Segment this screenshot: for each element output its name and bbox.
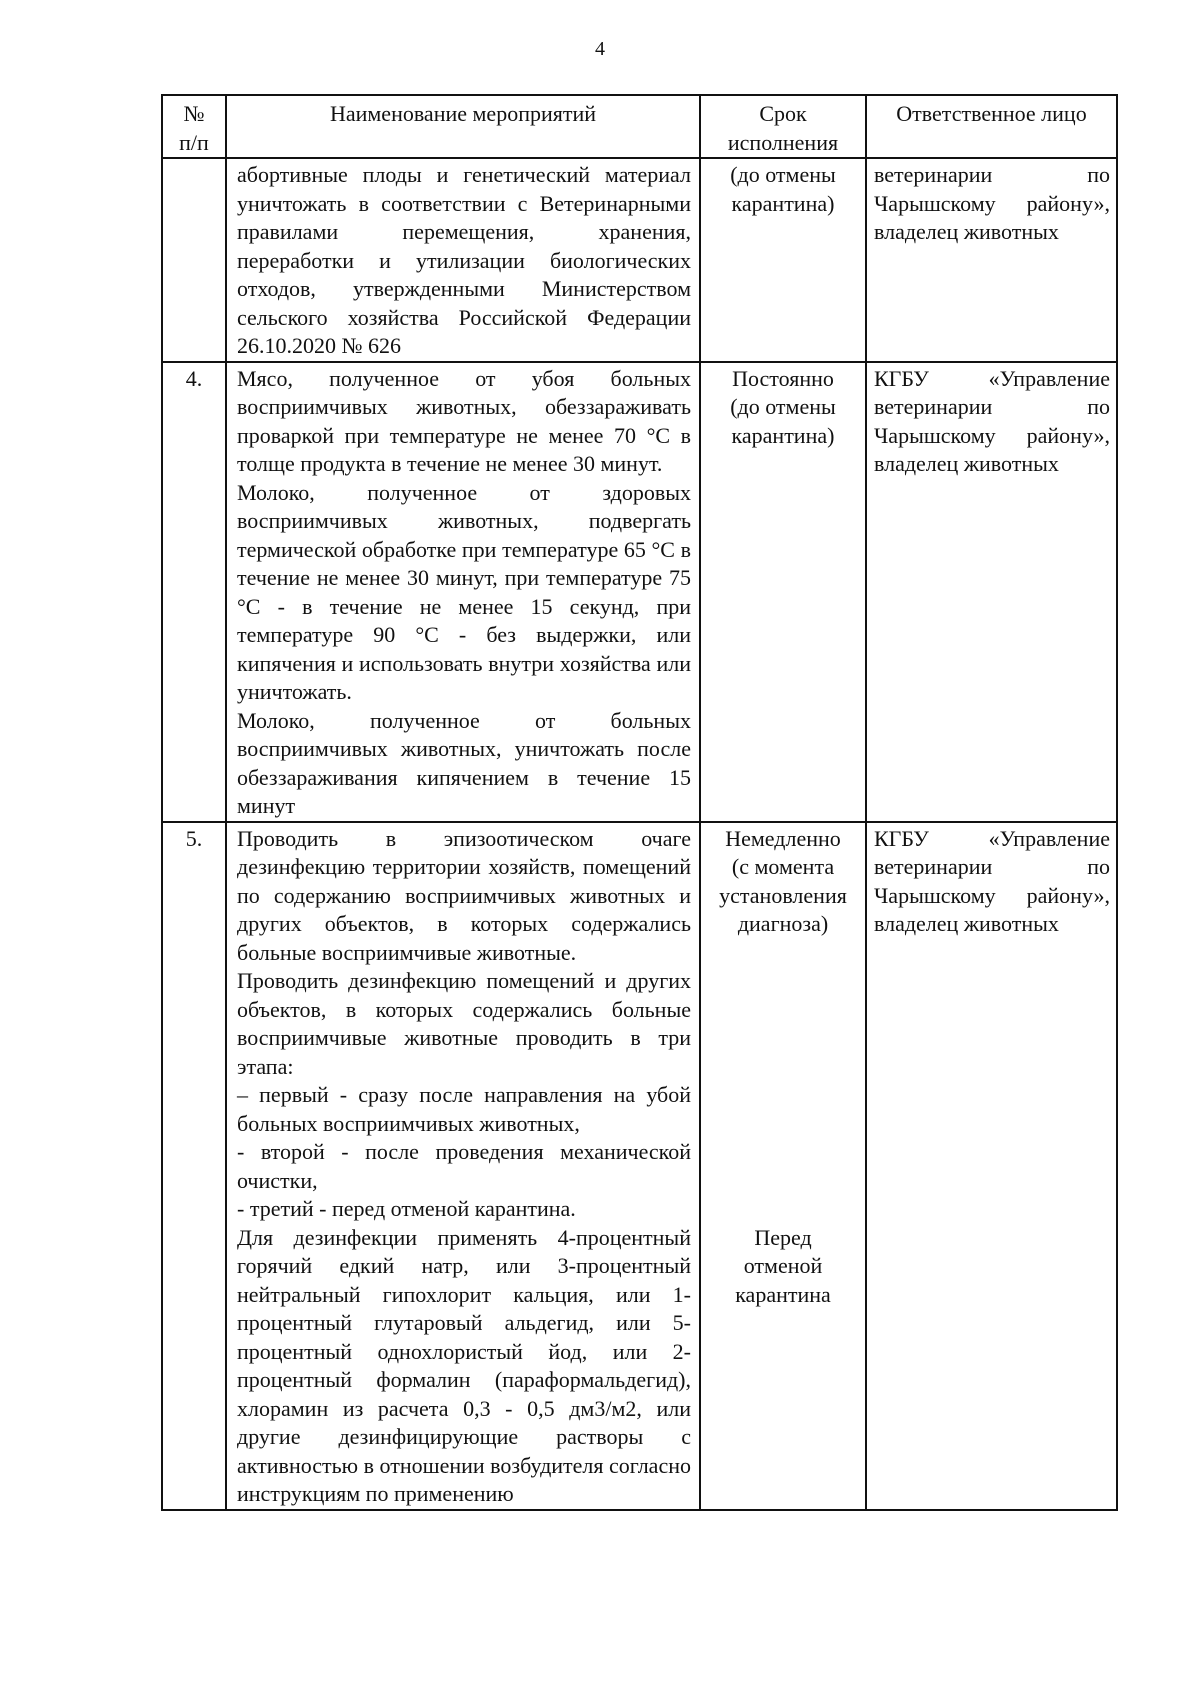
responsible-text: ветеринарии по Чарышскому району», владелец животных [874, 162, 1110, 244]
row-number: 5. [162, 822, 226, 1510]
measure-paragraph: Проводить дезинфекцию помещений и других объектов, в которых содержались больные восприимчивые животные проводить в три этапа: [237, 968, 691, 1079]
header-responsible: Ответственное лицо [866, 95, 1117, 158]
table-header-row [162, 95, 1117, 158]
row-deadline [700, 822, 866, 1510]
deadline-line: диагноза) [737, 911, 829, 936]
row-measure [226, 362, 700, 822]
header-number-line: п/п [179, 129, 209, 155]
page-number: 4 [595, 38, 605, 60]
row-measure [226, 822, 700, 1510]
deadline-line: карантина [735, 1281, 831, 1307]
deadline-line: Постоянно [732, 365, 834, 391]
header-number-line: № [183, 101, 205, 126]
table-row [162, 158, 1117, 362]
measure-paragraph: - второй - после проведения механической очистки, [237, 1139, 691, 1193]
deadline-line: отменой [743, 1253, 823, 1278]
measure-paragraph: - третий - перед отменой карантина. [237, 1196, 576, 1221]
responsible-text: КГБУ «Управление ветеринарии по Чарышскому району», владелец животных [874, 365, 1110, 476]
measure-paragraph: Для дезинфекции применять 4-процентный горячий едкий натр, или 3-процентный нейтральный гипохлорит кальция, или 1-процентный глутаровый альдегид, или 5-процентный однохлористый йод, или 2-процентный формалин (параформальдегид), хлорамин из расчета 0,3 - 0,5 дм3/м2, или другие дезинфицирующие растворы с активностью в отношении возбудителя согласно инструкциям по применению [237, 1224, 691, 1506]
deadline-line: (до отмены [730, 394, 836, 419]
row-deadline [700, 158, 866, 362]
measure-paragraph: Мясо, полученное от убоя больных восприимчивых животных, обеззараживать проваркой при температуре не менее 70 °С в толще продукта в течение не менее 30 минут. [237, 365, 691, 476]
row-deadline [700, 362, 866, 822]
measure-paragraph: – первый - сразу после направления на убой больных восприимчивых животных, [237, 1082, 691, 1136]
row-number: 4. [162, 362, 226, 822]
header-deadline-line: Срок [759, 101, 807, 126]
row-number [162, 158, 226, 362]
deadline-line: (с момента [731, 854, 835, 879]
header-deadline [700, 95, 866, 158]
header-number [162, 95, 226, 158]
row-measure [226, 158, 700, 362]
deadline-line: Перед [754, 1224, 812, 1250]
header-deadline-line: исполнения [727, 129, 839, 155]
deadline-line: карантина) [731, 190, 835, 216]
deadline-line: (до отмены [730, 162, 836, 187]
measure-paragraph: абортивные плоды и генетический материал уничтожать в соответствии с Ветеринарными правилами перемещения, хранения, переработки и утилизации биологических отходов, утвержденными Министерством сельского хозяйства Российской Федерации 26.10.2020 № 626 [237, 162, 691, 358]
measure-paragraph: Молоко, полученное от здоровых восприимчивых животных, подвергать термической обработке при температуре 65 °С в течение не менее 30 минут, при температуре 75 °С - в течение не менее 15 секунд, при температуре 90 °С - без выдержки, или кипячения и использовать внутри хозяйства или уничтожать. [237, 479, 691, 704]
deadline-line: установления [719, 882, 847, 908]
measure-paragraph: Проводить в эпизоотическом очаге дезинфекцию территории хозяйств, помещений по содержанию восприимчивых животных и других объектов, в которых содержались больные восприимчивые животные. [237, 825, 691, 965]
table-row [162, 362, 1117, 822]
table-row [162, 822, 1117, 1510]
responsible-text: КГБУ «Управление ветеринарии по Чарышскому району», владелец животных [874, 825, 1110, 936]
row-responsible [866, 822, 1117, 1510]
deadline-line: карантина) [731, 422, 835, 448]
measures-table [161, 94, 1118, 1511]
measure-paragraph: Молоко, полученное от больных восприимчивых животных, уничтожать после обеззараживания кипячением в течение 15 минут [237, 707, 691, 818]
deadline-line: Немедленно [725, 825, 841, 851]
row-responsible [866, 158, 1117, 362]
row-responsible [866, 362, 1117, 822]
deadline-spacer [701, 939, 865, 1224]
header-measure-name: Наименование мероприятий [226, 95, 700, 158]
